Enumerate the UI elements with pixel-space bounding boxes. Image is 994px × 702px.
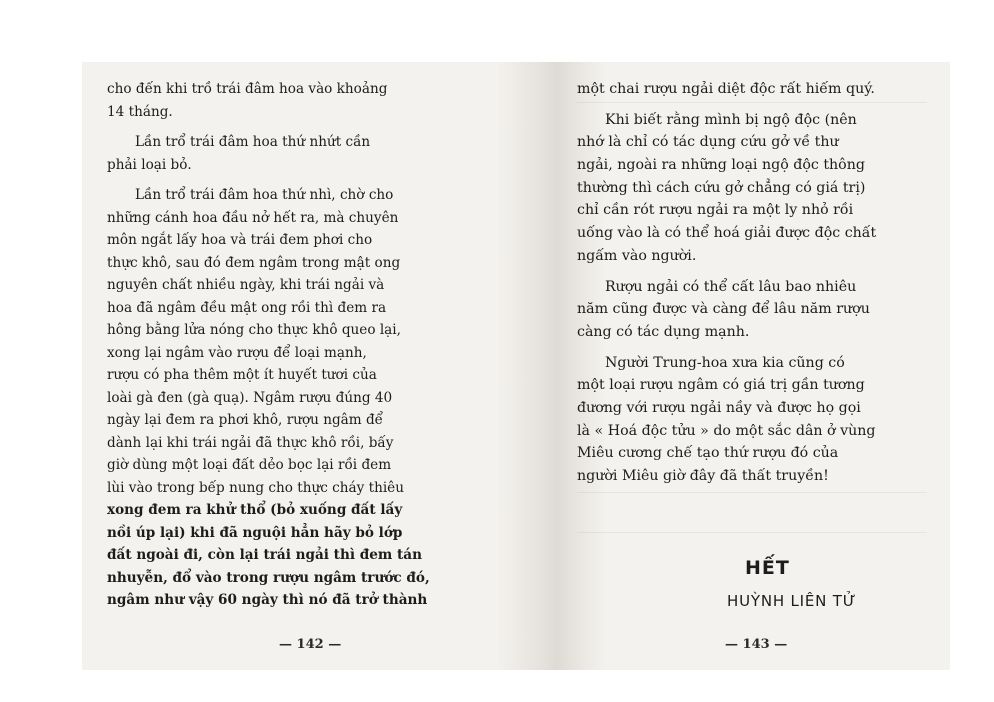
right-page-text xyxy=(577,78,927,488)
text-line: lùi vào trong bếp nung cho thực cháy thiêu xyxy=(107,479,404,496)
text-line: uống vào là có thể hoá giải được độc chất xyxy=(577,225,877,242)
bleed-through xyxy=(577,492,927,493)
text-line: nhuyễn, đổ vào trong rượu ngâm trước đó, xyxy=(107,569,430,586)
text-line: phải loại bỏ. xyxy=(107,156,192,173)
text-line: xong lại ngâm vào rượu để loại mạnh, xyxy=(107,344,367,361)
text-line: đất ngoài đi, còn lại trái ngải thì đem tán xyxy=(107,547,422,563)
page-number-right: — 143 — xyxy=(725,637,788,652)
text-line: nguyên chất nhiều ngày, khi trái ngải và xyxy=(107,277,385,293)
text-line: môn ngắt lấy hoa và trái đem phơi cho xyxy=(107,232,373,248)
text-line: người Miêu giờ đây đã thất truyền! xyxy=(577,468,829,484)
text-line: năm cũng được và càng để lâu năm rượu xyxy=(577,301,870,318)
page-number-left: — 142 — xyxy=(279,637,342,652)
left-page-text xyxy=(107,78,502,612)
text-line: Khi biết rằng mình bị ngộ độc (nên xyxy=(605,111,857,128)
text-line: Lần trổ trái đâm hoa thứ nhứt cần xyxy=(135,134,371,150)
text-line: ngấm vào người. xyxy=(577,247,697,264)
text-line: dành lại khi trái ngải đã thực khô rồi, bấy xyxy=(107,434,394,451)
bleed-through xyxy=(577,532,927,533)
text-line: Người Trung-hoa xưa kia cũng có xyxy=(605,354,845,371)
text-line: càng có tác dụng mạnh. xyxy=(577,323,750,340)
text-line: ngày lại đem ra phơi khô, rượu ngâm để xyxy=(107,412,384,428)
text-line: ngâm như vậy 60 ngày thì nó đã trở thành xyxy=(107,592,428,608)
text-line: rượu có pha thêm một ít huyết tươi của xyxy=(107,367,377,383)
text-line: nhớ là chỉ có tác dụng cứu gở về thư xyxy=(577,134,839,151)
text-line: Rượu ngải có thể cất lâu bao nhiêu xyxy=(605,278,857,295)
text-line: một chai rượu ngải diệt độc rất hiếm quý. xyxy=(577,81,875,97)
text-line: loài gà đen (gà quạ). Ngâm rượu đúng 40 xyxy=(107,389,393,406)
text-line: chỉ cần rót rượu ngải ra một ly nhỏ rồi xyxy=(577,202,854,219)
left-page xyxy=(107,62,502,670)
text-line: xong đem ra khử thổ (bỏ xuống đất lấy xyxy=(107,502,403,518)
end-title: HẾT xyxy=(745,557,790,579)
author-name: HUỲNH LIÊN TỬ xyxy=(727,592,857,610)
text-line: 14 tháng. xyxy=(107,103,173,120)
text-line: hông bằng lửa nóng cho thực khô queo lại, xyxy=(107,322,401,338)
text-line: đương với rượu ngải nầy và được họ gọi xyxy=(577,399,861,416)
text-line: một loại rượu ngâm có giá trị gần tương xyxy=(577,377,865,394)
text-line: những cánh hoa đầu nở hết ra, mà chuyên xyxy=(107,209,399,226)
text-line: thường thì cách cứu gở chẳng có giá trị) xyxy=(577,179,866,196)
text-line: ngải, ngoài ra những loại ngộ độc thông xyxy=(577,157,865,174)
text-line: là « Hoá độc tửu » do một sắc dân ở vùng xyxy=(577,422,876,439)
text-line: thực khô, sau đó đem ngâm trong mật ong xyxy=(107,254,401,271)
text-line: giờ dùng một loại đất dẻo bọc lại rồi đem xyxy=(107,457,392,473)
text-line: hoa đã ngâm đều mật ong rồi thì đem ra xyxy=(107,299,387,316)
book-spread xyxy=(82,62,950,670)
text-line: cho đến khi trồ trái đâm hoa vào khoảng xyxy=(107,81,388,97)
text-line: Lần trổ trái đâm hoa thứ nhì, chờ cho xyxy=(135,187,394,203)
right-page xyxy=(577,62,927,670)
text-line: Miêu cương chế tạo thứ rượu đó của xyxy=(577,445,839,462)
text-line: nồi úp lại) khi đã nguội hẳn hãy bỏ lớp xyxy=(107,524,403,541)
